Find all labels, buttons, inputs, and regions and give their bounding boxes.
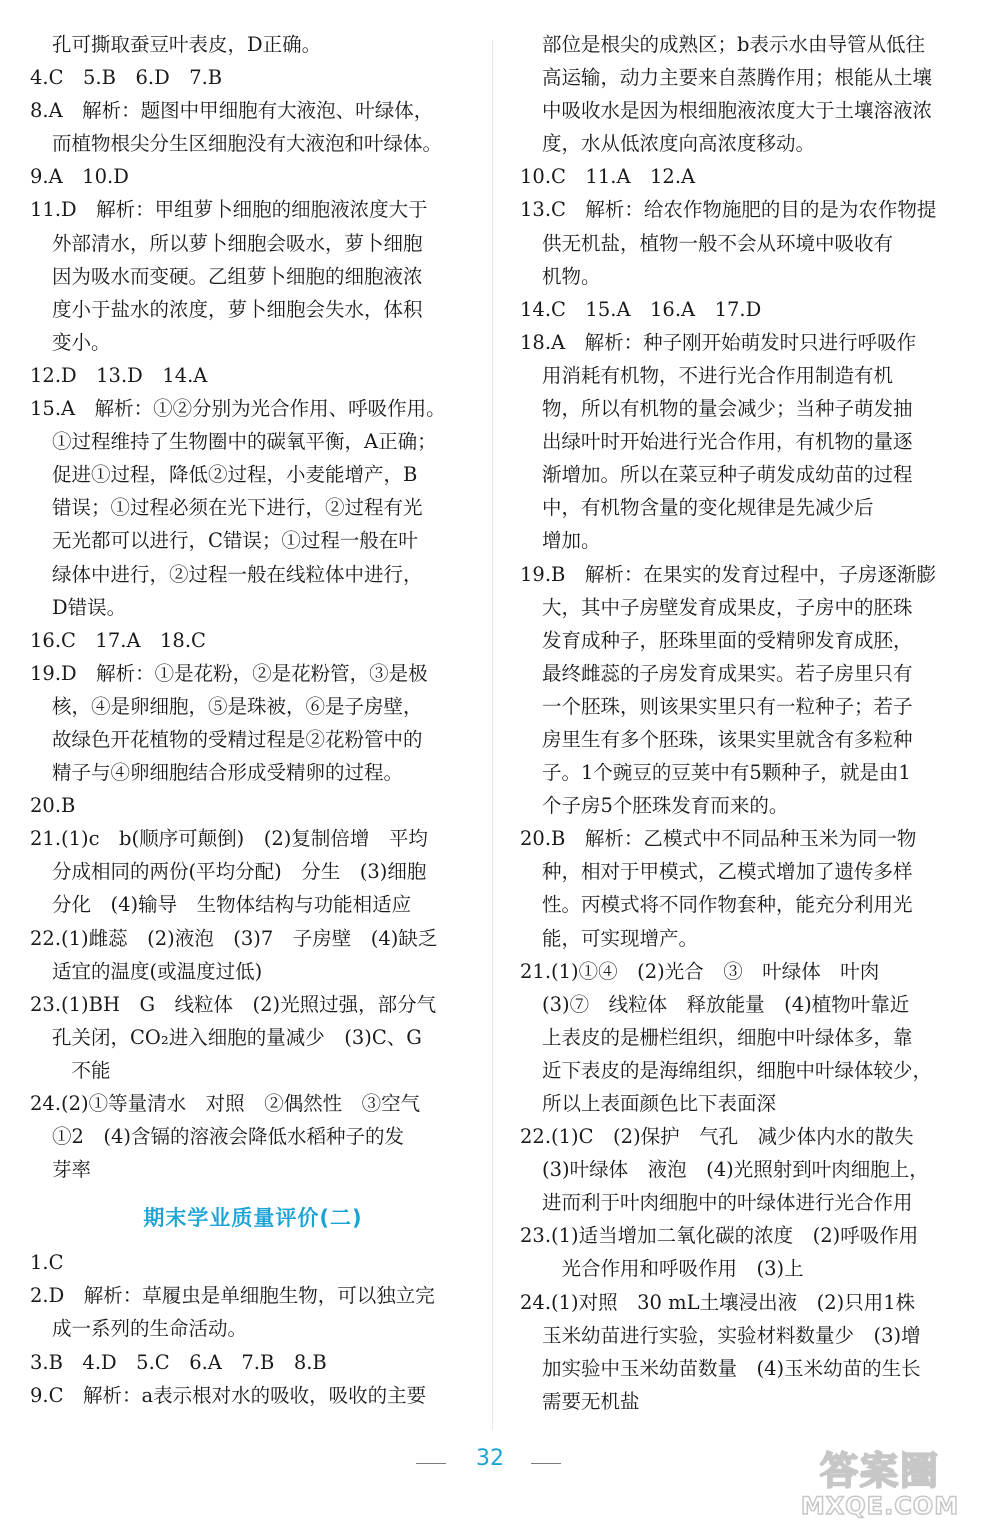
answer-line: D错误。 — [52, 595, 127, 619]
answer-line: 机物。 — [542, 264, 601, 288]
answer-line: 玉米幼苗进行实验，实验材料数量少 (3)增 — [542, 1323, 921, 1347]
right-column — [520, 28, 966, 1418]
answer-line: 子。1个豌豆的豆荚中有5颗种子，就是由1 — [542, 761, 911, 785]
answer-line: 需要无机盐 — [542, 1389, 640, 1413]
footer-dash-right — [531, 1463, 561, 1464]
answer-line: 芽率 — [52, 1158, 92, 1182]
answer-line: 物，所以有机物的量会减少；当种子萌发抽 — [542, 397, 913, 421]
answer-line: 绿体中进行，②过程一般在线粒体中进行， — [52, 562, 423, 586]
answer-line: 16.C 17.A 18.C — [30, 628, 206, 652]
answer-line: 而植物根尖分生区细胞没有大液泡和叶绿体。 — [52, 132, 443, 156]
answer-line: 2.D 解析：草履虫是单细胞生物，可以独立完 — [30, 1284, 435, 1308]
answer-line: 中吸收水是因为根细胞液浓度大于土壤溶液浓 — [542, 99, 933, 123]
answer-line: 发育成种子，胚珠里面的受精卵发育成胚， — [542, 628, 913, 652]
section-title: 期末学业质量评价(二) — [143, 1206, 363, 1231]
watermark-text: 答案圈 — [819, 1449, 940, 1493]
answer-line: 9.A 10.D — [30, 165, 129, 189]
answer-line: 孔可撕取蚕豆叶表皮，D正确。 — [52, 33, 322, 56]
answer-line: 成一系列的生命活动。 — [52, 1317, 248, 1341]
answer-line: 上表皮的是栅栏组织，细胞中叶绿体多，靠 — [542, 1025, 913, 1049]
answer-line: 性。丙模式将不同作物套种，能充分利用光 — [542, 893, 913, 917]
answer-line: 错误；①过程必须在光下进行，②过程有光 — [52, 496, 423, 520]
answer-line: 外部清水，所以萝卜细胞会吸水，萝卜细胞 — [52, 231, 423, 255]
answer-line: 度，水从低浓度向高浓度移动。 — [542, 132, 816, 156]
answer-line: 不能 — [52, 1058, 111, 1082]
answer-line: 种，相对于甲模式，乙模式增加了遗传多样 — [542, 860, 913, 884]
answer-line: 进而利于叶肉细胞中的叶绿体进行光合作用 — [542, 1191, 913, 1215]
answer-line: 能，可实现增产。 — [542, 926, 699, 950]
answer-line: 23.(1)BH G 线粒体 (2)光照过强，部分气 — [30, 992, 437, 1016]
watermark-url: MXQE.COM — [800, 1492, 960, 1520]
answer-line: 适宜的温度(或温度过低) — [52, 959, 263, 983]
answer-line: 14.C 15.A 16.A 17.D — [520, 297, 762, 321]
answer-line: 21.(1)c b(顺序可颠倒) (2)复制倍增 平均 — [30, 827, 428, 851]
footer-dash-left — [416, 1463, 446, 1464]
answer-line: 高运输，动力主要来自蒸腾作用；根能从土壤 — [542, 66, 933, 90]
answer-line: 加实验中玉米幼苗数量 (4)玉米幼苗的生长 — [542, 1356, 921, 1380]
answer-line: 23.(1)适当增加二氧化碳的浓度 (2)呼吸作用 — [520, 1224, 919, 1248]
answer-line: 19.B 解析：在果实的发育过程中，子房逐渐膨 — [520, 562, 936, 586]
column-divider — [492, 40, 493, 1430]
answer-line: 精子与④卵细胞结合形成受精卵的过程。 — [52, 761, 404, 785]
answer-line: 变小。 — [52, 330, 111, 354]
answer-line: (3)叶绿体 液泡 (4)光照射到叶肉细胞上， — [542, 1158, 929, 1182]
answer-line: 21.(1)①④ (2)光合 ③ 叶绿体 叶肉 — [520, 959, 880, 983]
answer-line: 22.(1)C (2)保护 气孔 减少体内水的散失 — [520, 1125, 914, 1149]
answer-line: 房里生有多个胚珠，该果实里就含有多粒种 — [542, 727, 913, 751]
answer-line: 分成相同的两份(平均分配) 分生 (3)细胞 — [52, 860, 427, 884]
watermark-logo — [785, 1440, 975, 1528]
answer-line: 22.(1)雌蕊 (2)液泡 (3)7 子房壁 (4)缺乏 — [30, 926, 438, 950]
answer-line: 部位是根尖的成熟区；b表示水由导管从低往 — [542, 33, 925, 56]
left-column — [30, 28, 476, 1412]
page-number: 32 — [476, 1446, 504, 1471]
answer-line: 18.A 解析：种子刚开始萌发时只进行呼吸作 — [520, 330, 917, 354]
answer-line: 1.C — [30, 1251, 64, 1275]
answer-line: 核，④是卵细胞，⑤是珠被，⑥是子房壁， — [52, 694, 423, 718]
answer-line: 12.D 13.D 14.A — [30, 363, 208, 387]
answer-line: 所以上表面颜色比下表面深 — [542, 1092, 777, 1115]
answer-line: 供无机盐，植物一般不会从环境中吸收有 — [542, 231, 894, 255]
answer-line: 一个胚珠，则该果实里只有一粒种子；若子 — [542, 694, 913, 718]
answer-line: 增加。 — [542, 529, 601, 553]
answer-line: 故绿色开花植物的受精过程是②花粉管中的 — [52, 727, 423, 751]
answer-line: 24.(2)①等量清水 对照 ②偶然性 ③空气 — [30, 1092, 421, 1115]
answer-line: 9.C 解析：a表示根对水的吸收，吸收的主要 — [30, 1383, 427, 1407]
answer-line: 大，其中子房壁发育成果皮，子房中的胚珠 — [542, 595, 913, 619]
answer-line: 个子房5个胚珠发育而来的。 — [542, 794, 789, 818]
answer-line: 孔关闭，CO₂进入细胞的量减少 (3)C、G — [52, 1025, 422, 1049]
answer-line: 15.A 解析：①②分别为光合作用、呼吸作用。 — [30, 397, 446, 421]
answer-line: ①2 (4)含镉的溶液会降低水稻种子的发 — [52, 1125, 405, 1149]
answer-line: 近下表皮的是海绵组织，细胞中叶绿体较少， — [542, 1058, 933, 1082]
answer-line: 11.D 解析：甲组萝卜细胞的细胞液浓度大于 — [30, 198, 428, 222]
answer-line: 出绿叶时开始进行光合作用，有机物的量逐 — [542, 430, 913, 454]
answer-line: ①过程维持了生物圈中的碳氧平衡，A正确； — [52, 430, 437, 454]
answer-line: 中，有机物含量的变化规律是先减少后 — [542, 496, 874, 520]
answer-line: 24.(1)对照 30 mL土壤浸出液 (2)只用1株 — [520, 1290, 916, 1314]
answer-line: 因为吸水而变硬。乙组萝卜细胞的细胞液浓 — [52, 264, 423, 288]
answer-line: 度小于盐水的浓度，萝卜细胞会失水，体积 — [52, 297, 423, 321]
answer-line: 20.B 解析：乙模式中不同品种玉米为同一物 — [520, 827, 917, 851]
answer-line: 用消耗有机物，不进行光合作用制造有机 — [542, 363, 894, 387]
answer-line: 8.A 解析：题图中甲细胞有大液泡、叶绿体， — [30, 99, 434, 123]
answer-line: 分化 (4)输导 生物体结构与功能相适应 — [52, 893, 412, 917]
answer-line: (3)⑦ 线粒体 释放能量 (4)植物叶靠近 — [542, 992, 910, 1016]
answer-line: 最终雌蕊的子房发育成果实。若子房里只有 — [542, 661, 913, 685]
answer-line: 10.C 11.A 12.A — [520, 165, 696, 189]
answer-line: 20.B — [30, 794, 76, 818]
answer-line: 无光都可以进行，C错误；①过程一般在叶 — [52, 529, 418, 553]
answer-line: 13.C 解析：给农作物施肥的目的是为农作物提 — [520, 198, 937, 222]
answer-line: 促进①过程，降低②过程，小麦能增产，B — [52, 463, 418, 487]
answer-line: 渐增加。所以在菜豆种子萌发成幼苗的过程 — [542, 463, 913, 487]
answer-line: 4.C 5.B 6.D 7.B — [30, 66, 223, 90]
answer-line: 光合作用和呼吸作用 (3)上 — [542, 1257, 804, 1281]
answer-line: 3.B 4.D 5.C 6.A 7.B 8.B — [30, 1350, 327, 1374]
answer-line: 19.D 解析：①是花粉，②是花粉管，③是极 — [30, 661, 428, 685]
